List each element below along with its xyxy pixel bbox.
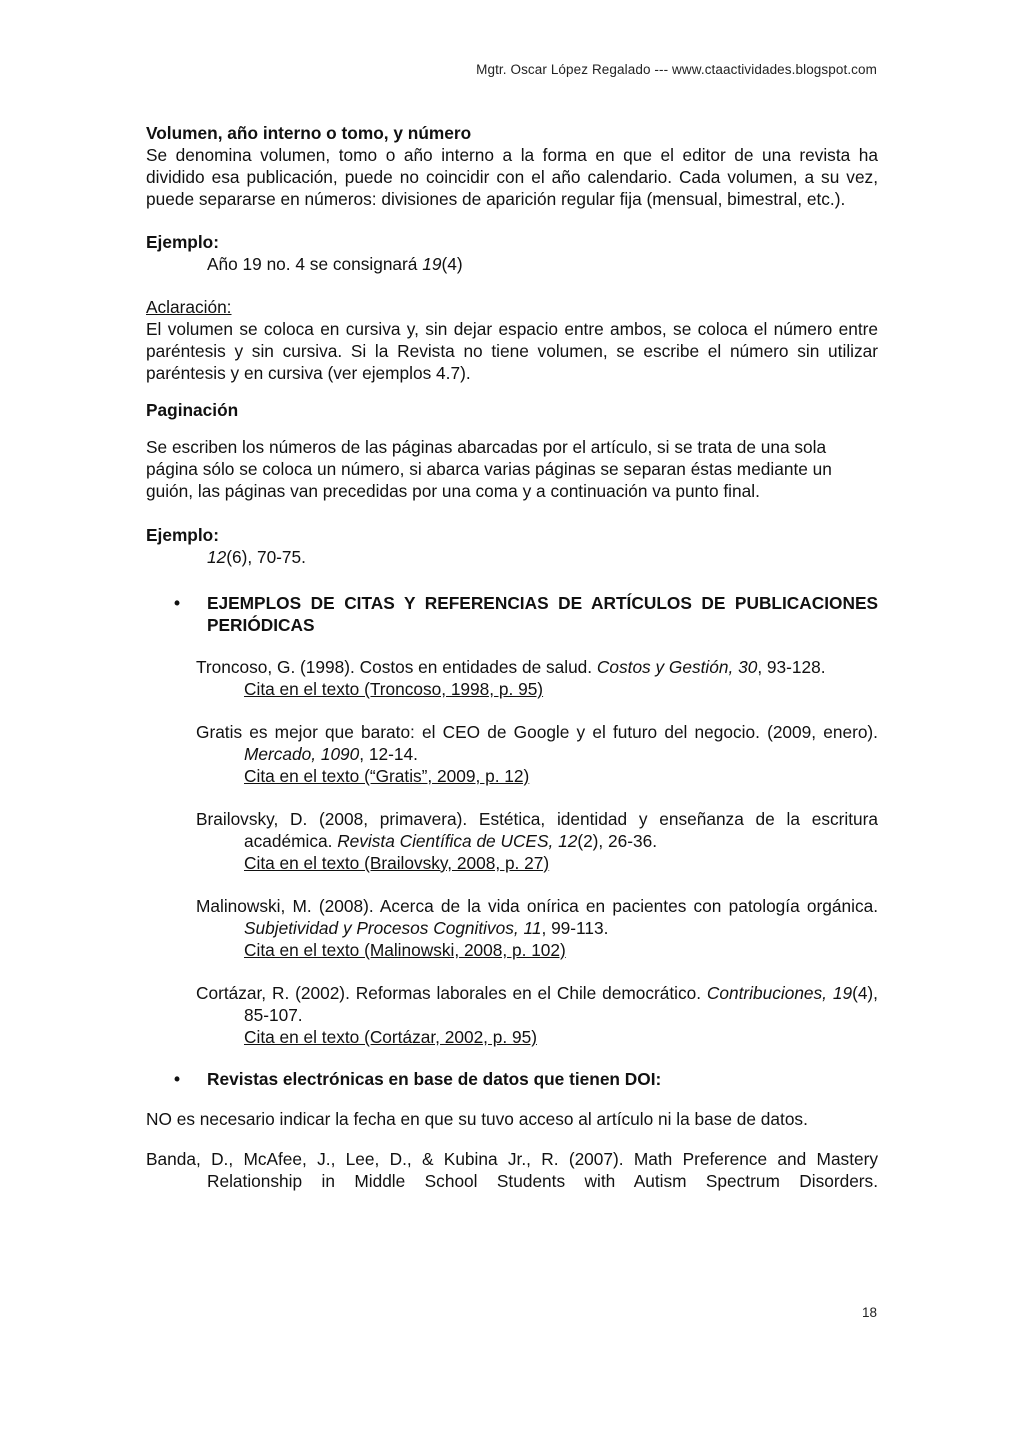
reference-list — [196, 656, 878, 1048]
reference-citation — [196, 1026, 878, 1048]
reference-journal: Contribuciones, 19 — [706, 983, 853, 1003]
citation-text: Cita en el texto (Brailovsky, 2008, p. 27) — [244, 853, 550, 873]
page-content — [146, 122, 878, 1192]
reference-entry — [196, 656, 878, 700]
reference-pages: (4), 85-107. — [244, 983, 878, 1025]
page-number: 18 — [861, 1305, 877, 1320]
reference-text-main: Troncoso, G. (1998). Costos en entidades de salud. — [196, 657, 597, 677]
volumen-example-volume: 19 — [422, 254, 442, 274]
volumen-example-text: Año 19 no. 4 se consignará — [207, 254, 423, 274]
volumen-heading: Volumen, año interno o tomo, y número — [146, 123, 472, 143]
reference-entry — [196, 808, 878, 874]
clarification-label: Aclaración: — [146, 297, 232, 317]
reference-text-main: Gratis es mejor que barato: el CEO de Google y el futuro del negocio. (2009, enero). — [196, 722, 878, 742]
reference-text — [196, 656, 878, 678]
paginacion-body: Se escriben los números de las páginas abarcadas por el artículo, si se trata de una sola página sólo se coloca un número, si abarca varias páginas se separan éstas mediante un guión, las páginas van precedidas por una coma y a continuación va punto final. — [146, 437, 832, 501]
reference-journal: Subjetividad y Procesos Cognitivos, 11 — [244, 918, 542, 938]
reference-pages: (2), 26-36. — [577, 831, 658, 851]
reference-entry — [196, 721, 878, 787]
doi-bullet-item — [174, 1068, 878, 1090]
page-header: Mgtr. Oscar López Regalado --- www.ctaactividades.blogspot.com — [476, 62, 877, 77]
reference-pages: , 12-14. — [359, 744, 418, 764]
ejemplos-heading: EJEMPLOS DE CITAS Y REFERENCIAS DE ARTÍCULOS DE PUBLICACIONES PERIÓDICAS — [207, 593, 878, 635]
citation-text: Cita en el texto (Cortázar, 2002, p. 95) — [244, 1027, 537, 1047]
citation-text: Cita en el texto (Troncoso, 1998, p. 95) — [244, 679, 544, 699]
ejemplos-bullet-item — [174, 592, 878, 636]
reference-journal: Revista Científica de UCES, 12 — [337, 831, 578, 851]
reference-journal: Mercado, 1090 — [244, 744, 360, 764]
bullet-icon: • — [174, 593, 181, 613]
reference-journal: Costos y Gestión, 30 — [596, 657, 758, 677]
reference-pages: , 93-128. — [757, 657, 826, 677]
reference-text — [196, 895, 878, 939]
reference-text — [196, 808, 878, 852]
volumen-example-label: Ejemplo: — [146, 232, 219, 252]
reference-entry — [196, 895, 878, 961]
reference-text — [196, 721, 878, 765]
volumen-example-number: (4) — [441, 254, 463, 274]
reference-entry — [196, 982, 878, 1048]
doi-heading: Revistas electrónicas en base de datos que tienen DOI: — [207, 1069, 662, 1089]
paginacion-example-volume: 12 — [207, 547, 227, 567]
citation-text: Cita en el texto (“Gratis”, 2009, p. 12) — [244, 766, 530, 786]
reference-citation — [196, 765, 878, 787]
citation-text: Cita en el texto (Malinowski, 2008, p. 102) — [244, 940, 566, 960]
reference-pages: , 99-113. — [541, 918, 609, 938]
paginacion-example — [146, 546, 878, 568]
reference-text-main: Cortázar, R. (2002). Reformas laborales en el Chile democrático. — [196, 983, 707, 1003]
reference-citation — [196, 678, 878, 700]
reference-text-main: Malinowski, M. (2008). Acerca de la vida onírica en pacientes con patología orgánica. — [196, 896, 878, 916]
reference-citation — [196, 939, 878, 961]
paginacion-example-rest: (6), 70-75. — [226, 547, 306, 567]
paginacion-heading: Paginación — [146, 400, 239, 420]
reference-citation — [196, 852, 878, 874]
reference-text — [196, 982, 878, 1026]
volumen-example — [146, 253, 878, 275]
bullet-icon: • — [174, 1069, 181, 1089]
paginacion-example-label: Ejemplo: — [146, 525, 219, 545]
volumen-body: Se denomina volumen, tomo o año interno a la forma en que el editor de una revista ha dividido esa publicación, puede no coincidir con el año calendario. Cada volumen, a su vez, puede separarse en números: divisiones de aparición regular fija (mensual, bimestral, etc.). — [146, 145, 878, 209]
doi-reference: Banda, D., McAfee, J., Lee, D., & Kubina Jr., R. (2007). Math Preference and Mastery Relationship in Middle School Students with Autism Spectrum Disorders. — [146, 1149, 878, 1191]
clarification-body: El volumen se coloca en cursiva y, sin dejar espacio entre ambos, se coloca el número entre paréntesis y sin cursiva. Si la Revista no tiene volumen, se escribe el número sin utilizar paréntesis y en cursiva (ver ejemplos 4.7). — [146, 319, 878, 383]
doi-note: NO es necesario indicar la fecha en que su tuvo acceso al artículo ni la base de datos. — [146, 1109, 808, 1129]
reference-text-main: Brailovsky, D. (2008, primavera). Estética, identidad y enseñanza de la escritura académica. — [196, 809, 878, 851]
